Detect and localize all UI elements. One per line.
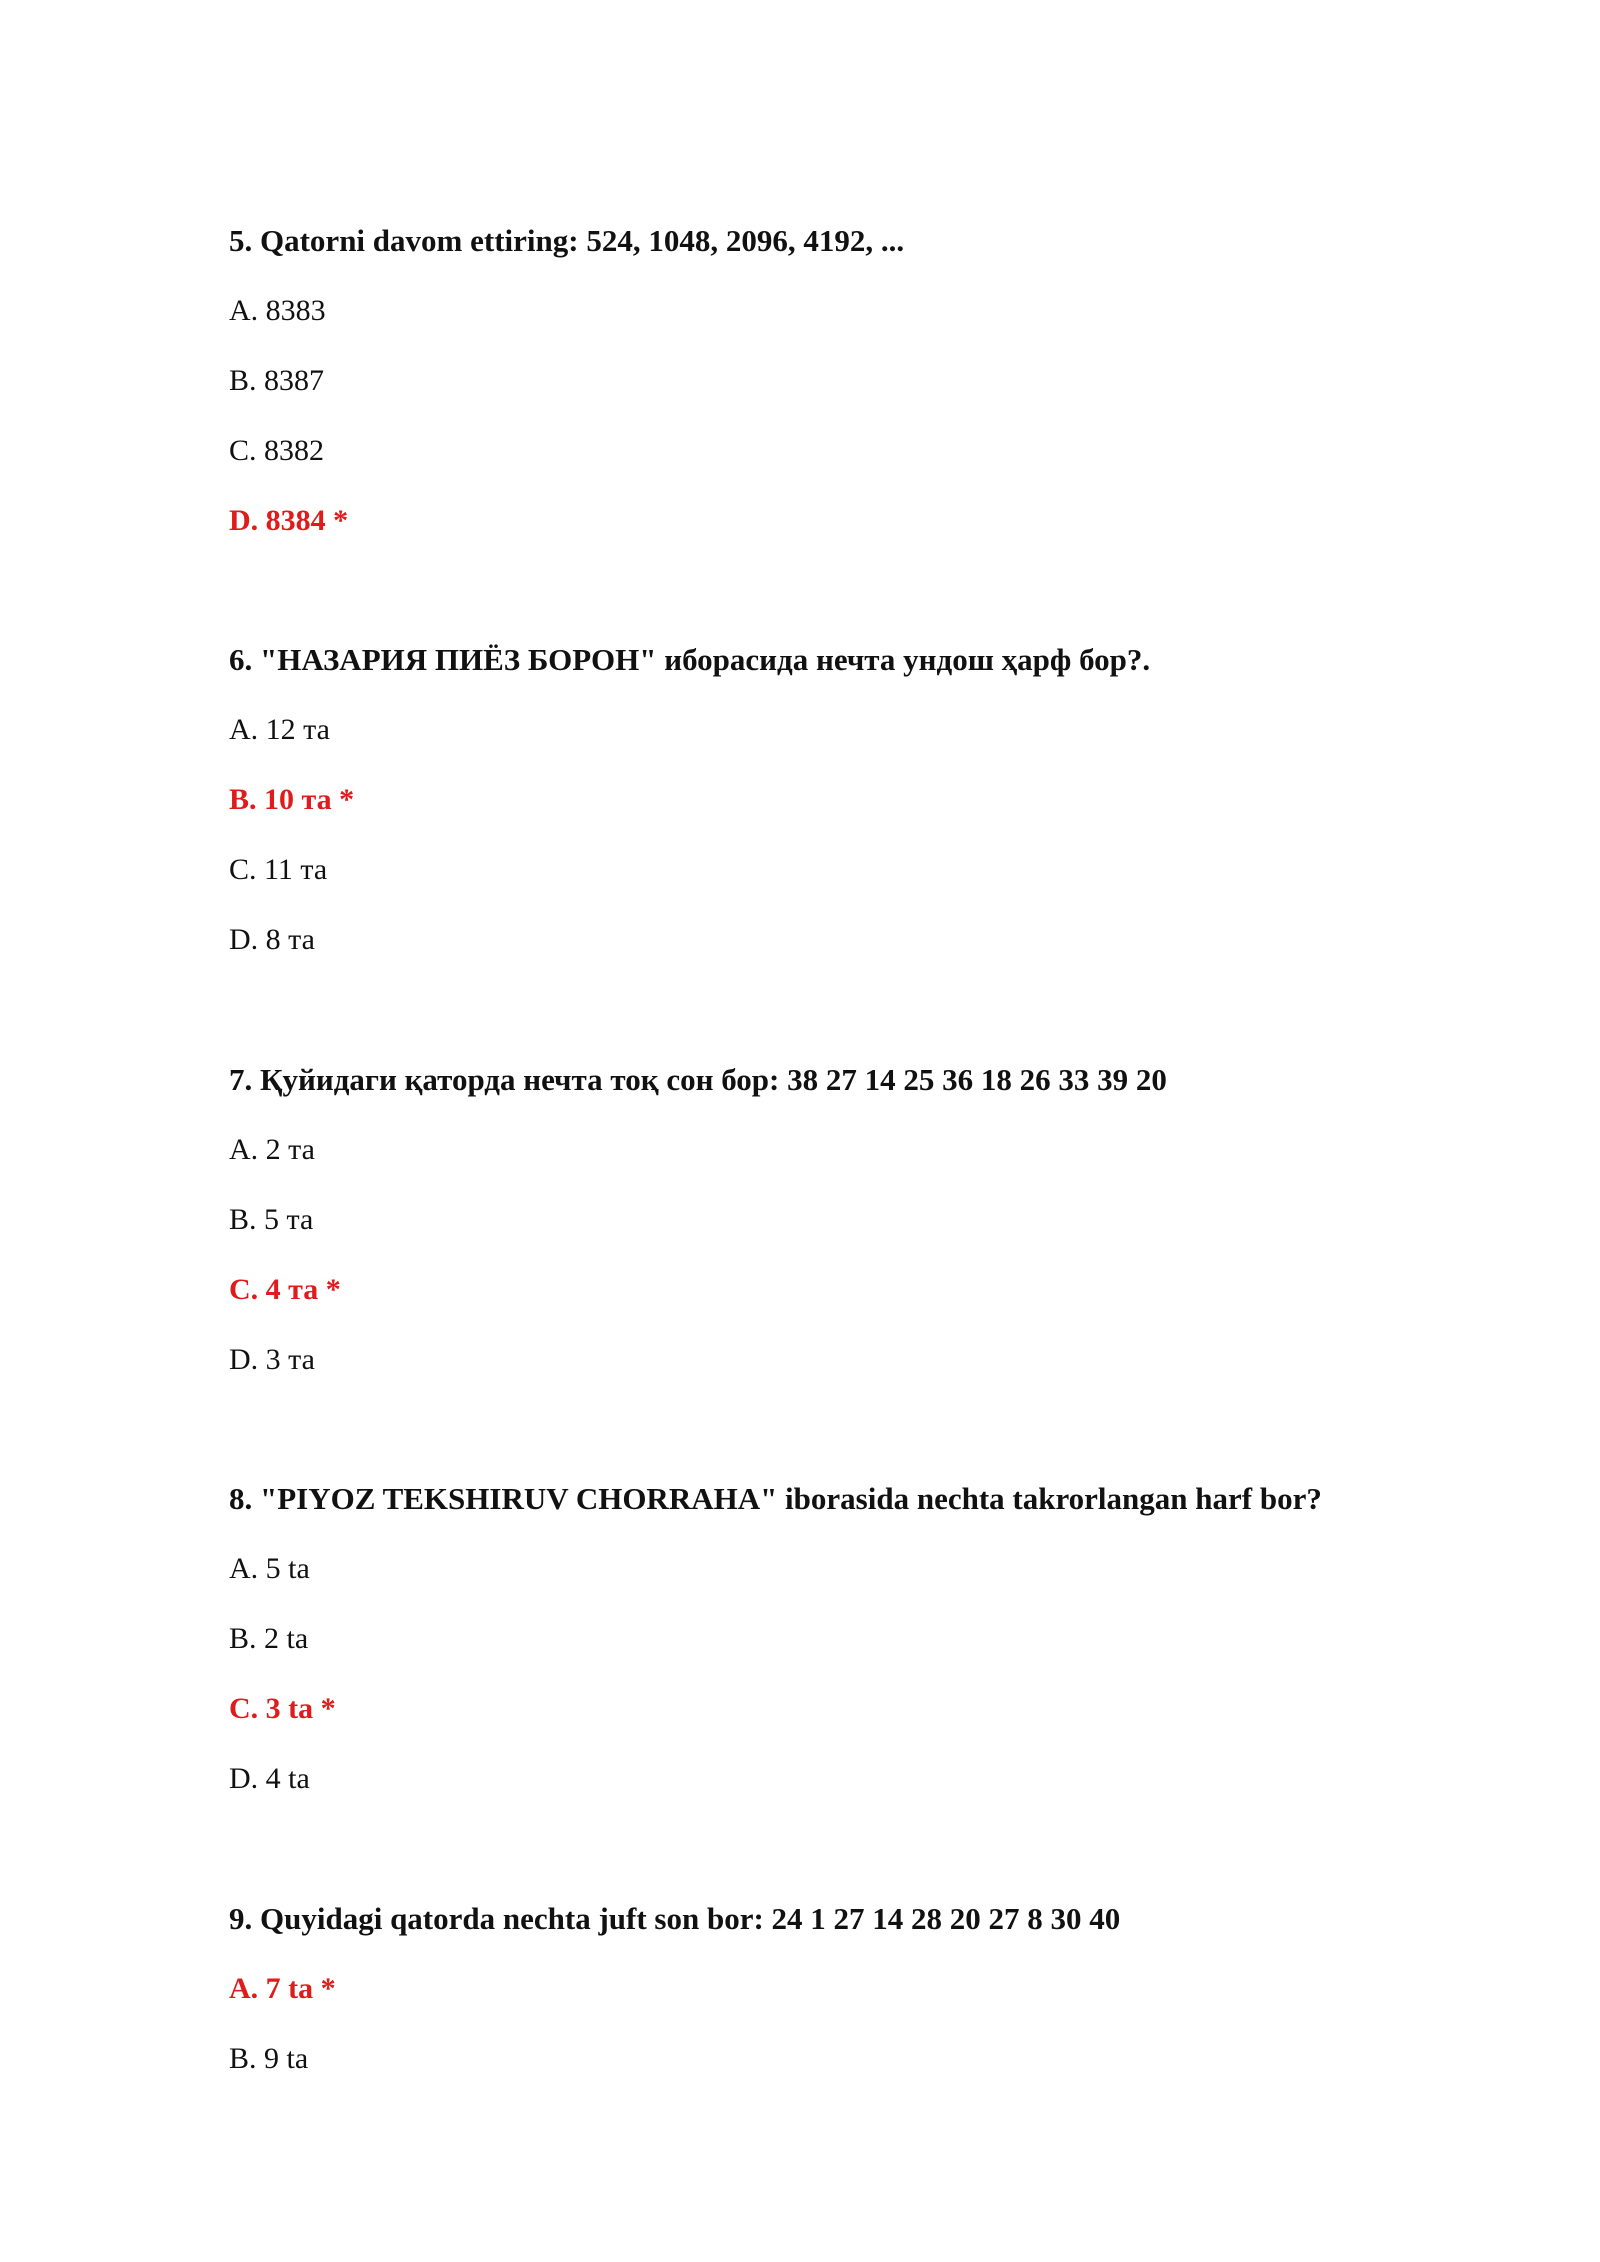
answer-option-b-correct: B. 10 та * <box>229 783 355 816</box>
answer-option-a: A. 12 та <box>229 713 330 746</box>
answer-option-a: A. 2 та <box>229 1133 315 1166</box>
answer-option-c-correct: C. 3 ta * <box>229 1692 336 1725</box>
question-text: 8. "PIYOZ TEKSHIRUV CHORRAHA" iborasida nechta takrorlangan harf bor? <box>229 1481 1322 1516</box>
answer-option-c: C. 11 та <box>229 853 328 886</box>
question-text: 6. "НАЗАРИЯ ПИЁЗ БОРОН" иборасида нечта ундош ҳарф бор?. <box>229 642 1151 677</box>
answer-option-b: B. 5 та <box>229 1203 314 1236</box>
question-8 <box>229 1480 1529 1798</box>
answer-option-d: D. 4 ta <box>229 1762 310 1795</box>
answer-option-d-correct: D. 8384 * <box>229 504 349 537</box>
answer-option-d: D. 8 та <box>229 923 315 956</box>
answer-option-a: A. 8383 <box>229 294 326 327</box>
question-text: 9. Quyidagi qatorda nechta juft son bor: 24 1 27 14 28 20 27 8 30 40 <box>229 1901 1121 1936</box>
answer-option-b: B. 8387 <box>229 364 325 397</box>
answer-option-b: B. 2 ta <box>229 1622 309 1655</box>
question-7 <box>229 1061 1529 1379</box>
answer-option-a: A. 5 ta <box>229 1552 310 1585</box>
answer-option-c: C. 8382 <box>229 434 325 467</box>
answer-option-b: B. 9 ta <box>229 2042 309 2075</box>
question-6 <box>229 641 1529 959</box>
answer-option-a-correct: A. 7 ta * <box>229 1972 336 2005</box>
answer-option-d: D. 3 та <box>229 1343 315 1376</box>
answer-option-c-correct: C. 4 та * <box>229 1273 341 1306</box>
question-text: 5. Qatorni davom ettiring: 524, 1048, 2096, 4192, ... <box>229 223 905 258</box>
question-text: 7. Қуйидаги қаторда нечта тоқ сон бор: 38 27 14 25 36 18 26 33 39 20 <box>229 1062 1167 1097</box>
question-9 <box>229 1900 1529 2078</box>
question-5 <box>229 222 1529 540</box>
